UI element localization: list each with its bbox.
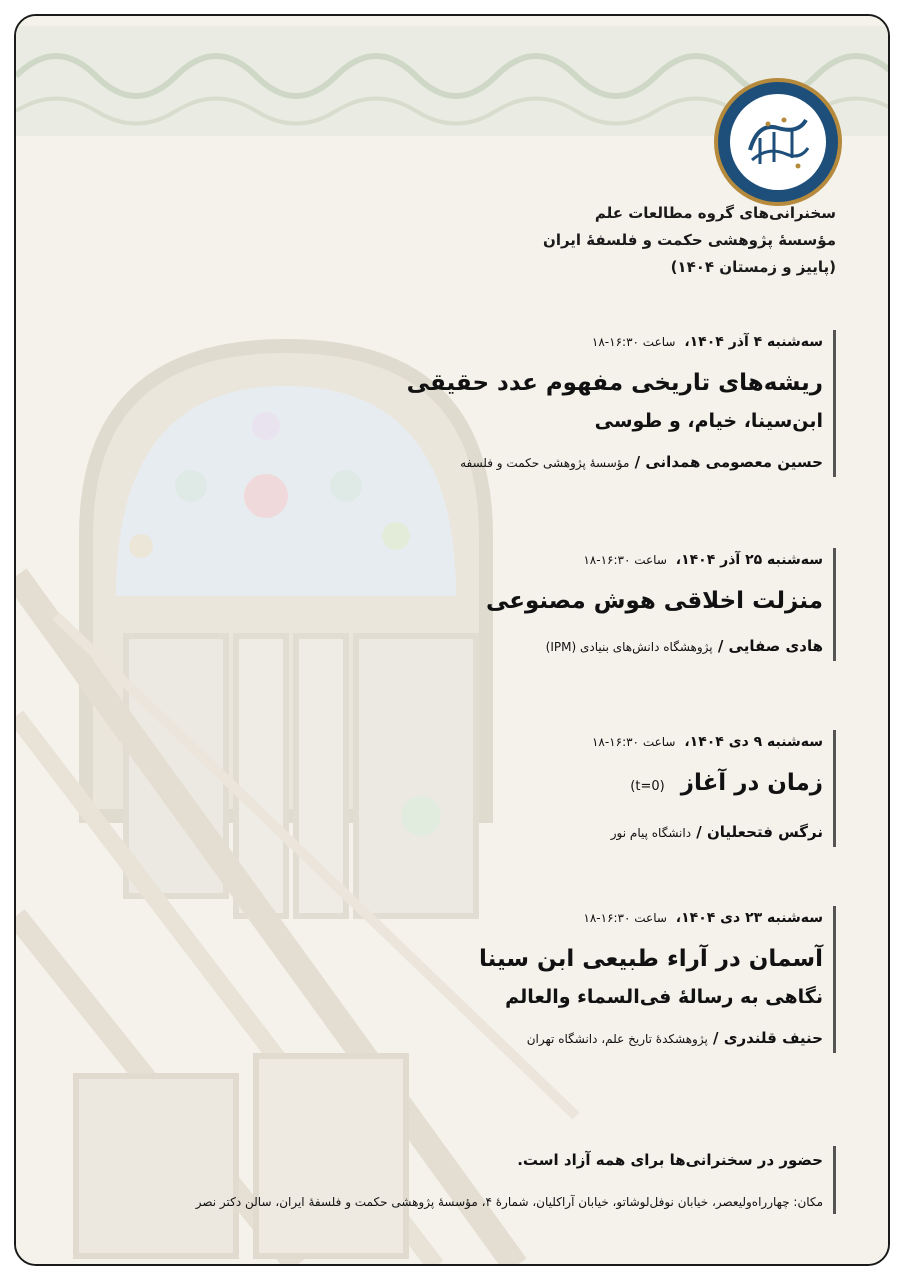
event-title-note: (t=0): [630, 779, 665, 794]
poster-footer: [56, 1146, 836, 1214]
event-speaker: حسین معصومی همدانی /: [634, 453, 823, 471]
event-affiliation: دانشگاه پیام نور: [610, 826, 692, 840]
event-time: ساعت ۱۶:۳۰-۱۸: [583, 911, 667, 925]
event-title: ریشه‌های تاریخی مفهوم عدد حقیقی: [406, 370, 823, 396]
event-affiliation: پژوهشگاه دانش‌های بنیادی (IPM): [545, 640, 713, 654]
event-speaker: نرگس فتحعلیان /: [696, 823, 823, 841]
event-title: زمان در آغاز: [680, 770, 823, 796]
event-speaker-line: [216, 818, 823, 847]
event-time: ساعت ۱۶:۳۰-۱۸: [591, 735, 676, 749]
event-card: [216, 730, 836, 847]
event-subtitle: ابن‌سینا، خیام، و طوسی: [594, 410, 823, 432]
event-title-row: [216, 762, 823, 808]
poster-header: [236, 200, 836, 281]
calligraphy-emblem-icon: [738, 102, 818, 182]
event-affiliation: پژوهشکدهٔ تاریخ علم، دانشگاه تهران: [526, 1032, 708, 1046]
event-card: [216, 906, 836, 1053]
event-date-line: [216, 330, 823, 354]
header-series-title: سخنرانی‌های گروه مطالعات علم: [594, 204, 836, 222]
institute-logo: [714, 78, 842, 206]
event-speaker-line: [216, 448, 823, 477]
venue-address: مکان: چهارراه‌ولیعصر، خیابان نوفل‌لوشاتو، خیابان آراکلیان، شمارهٔ ۴، مؤسسهٔ پژوهشی حکمت و فلسفهٔ ایران، سالن دکتر نصر: [195, 1195, 823, 1209]
event-card: [216, 548, 836, 661]
event-date: سه‌شنبه ۴ آذر ۱۴۰۴،: [684, 334, 823, 350]
event-subtitle: نگاهی به رسالهٔ فی‌السماء والعالم: [505, 986, 823, 1008]
free-admission-note: حضور در سخنرانی‌ها برای همه آزاد است.: [517, 1151, 823, 1169]
event-date-line: [216, 730, 823, 754]
event-date-line: [216, 548, 823, 572]
event-speaker: هادی صفایی /: [717, 637, 823, 655]
header-institute: مؤسسهٔ پژوهشی حکمت و فلسفهٔ ایران: [543, 231, 836, 249]
event-title: آسمان در آراء طبیعی ابن سینا: [479, 946, 823, 972]
event-speaker: حنیف قلندری /: [713, 1029, 823, 1047]
event-time: ساعت ۱۶:۳۰-۱۸: [591, 335, 676, 349]
event-title: منزلت اخلاقی هوش مصنوعی: [486, 588, 823, 614]
event-time: ساعت ۱۶:۳۰-۱۸: [583, 553, 667, 567]
event-date: سه‌شنبه ۲۵ آذر ۱۴۰۴،: [675, 552, 823, 568]
event-speaker-line: [216, 632, 823, 661]
event-date: سه‌شنبه ۹ دی ۱۴۰۴،: [684, 734, 823, 750]
event-date-line: [216, 906, 823, 930]
event-card: [216, 330, 836, 477]
event-affiliation: مؤسسهٔ پژوهشی حکمت و فلسفه: [460, 456, 630, 470]
header-season: (پاییز و زمستان ۱۴۰۴): [670, 258, 836, 276]
event-speaker-line: [216, 1024, 823, 1053]
event-date: سه‌شنبه ۲۳ دی ۱۴۰۴،: [675, 910, 823, 926]
